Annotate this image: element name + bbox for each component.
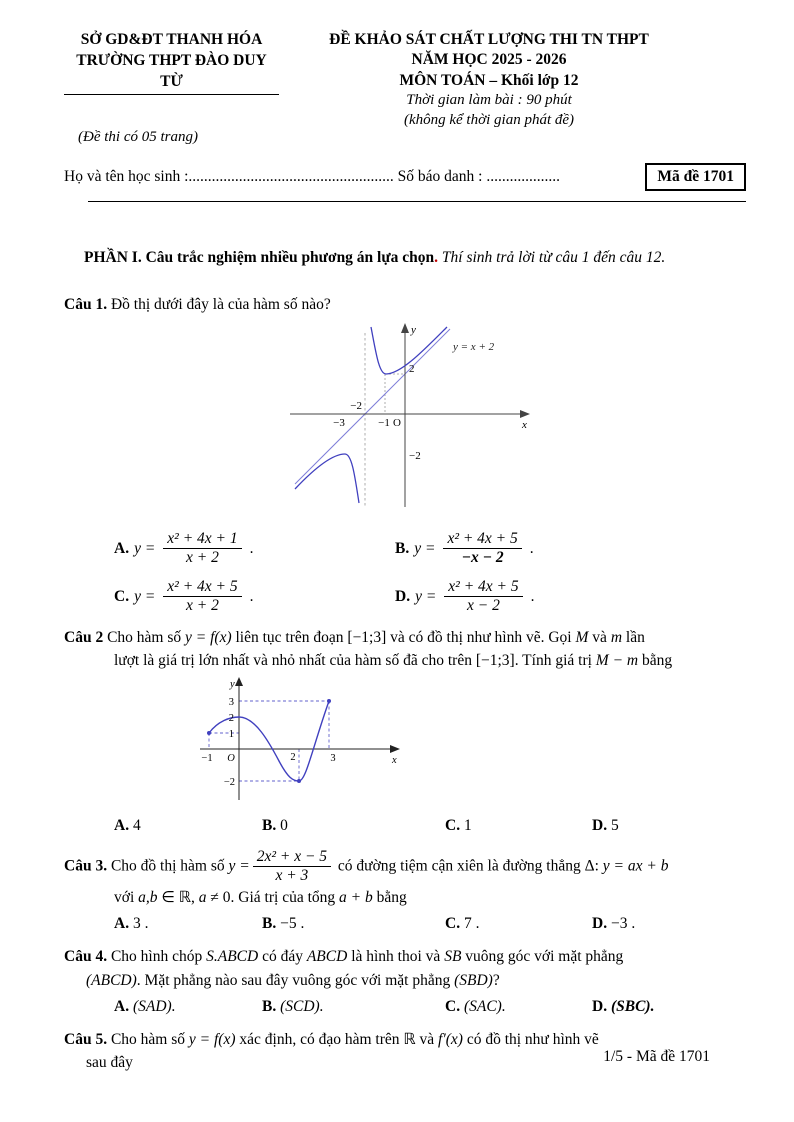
option-prefix: y = — [134, 539, 156, 557]
option-key: B. — [395, 539, 410, 557]
y-axis-arrow — [235, 677, 243, 686]
exam-title: ĐỀ KHẢO SÁT CHẤT LƯỢNG THI TN THPT — [329, 31, 649, 48]
curve-minimum-point — [297, 779, 301, 783]
graph-label: 2 — [290, 752, 296, 764]
q5-text-line2: sau đây — [86, 1054, 133, 1072]
x-axis-arrow — [390, 745, 400, 753]
q2-option-a: A. 4 — [114, 817, 141, 835]
question-1 — [64, 293, 746, 616]
q3-option-c: C. 7 . — [445, 915, 480, 933]
q1-option-b: B. y = $\frac{\text{x² + 4x + 5}}{-x - 2}$ . — [395, 529, 534, 567]
q2-label: Câu 2 — [64, 628, 104, 646]
student-name-line: Họ và tên học sinh :..................................................... Số báo danh : ................... — [64, 168, 560, 186]
graph-label: 3 — [330, 753, 336, 765]
q3-option-d: D. −3 . — [592, 915, 636, 933]
q1-option-d: D. y = $\frac{\text{x² + 4x + 5}}{x - 2}$ . — [395, 577, 535, 615]
q2-text-line1 — [64, 626, 746, 649]
q1-statement: Đồ thị dưới đây là của hàm số nào? — [110, 296, 331, 314]
option-key: D. — [395, 588, 411, 606]
graph-label: −2 — [223, 777, 235, 789]
q3-fraction: $\frac{\text{2x² + x − 5}}{x + 3}$ — [253, 848, 331, 886]
part1-title-dot: . — [434, 249, 439, 267]
graph-label: −3 — [333, 416, 345, 429]
q4-label: Câu 4. — [64, 948, 108, 966]
graph-label: O — [393, 416, 401, 429]
question-3 — [64, 848, 746, 936]
function-curve — [209, 701, 329, 781]
graph-label: x — [392, 755, 397, 767]
q2-text-line2: lượt là giá trị lớn nhất và nhỏ nhất của hàm số đã cho trên [−1;3]. Tính giá trị M − m bằng — [114, 652, 673, 670]
exam-code-box: Mã đề 1701 — [645, 163, 746, 191]
x-axis-arrow — [520, 410, 530, 418]
graph-label: −2 — [409, 449, 421, 462]
question-2 — [64, 626, 746, 838]
option-key: A. — [114, 539, 130, 557]
q3-options — [64, 912, 746, 935]
option-prefix: y = — [134, 588, 156, 606]
graph-label: −2 — [350, 399, 362, 412]
q4-options — [64, 995, 746, 1018]
q2-graph-svg — [194, 674, 409, 806]
q5-label: Câu 5. — [64, 1031, 108, 1049]
department-name: SỞ GD&ĐT THANH HÓA — [80, 31, 263, 48]
q4-option-d: D. (SBC). — [592, 997, 655, 1015]
curve-endpoint — [207, 731, 211, 735]
part1-title: PHẦN I. Câu trắc nghiệm nhiều phương án lựa chọn — [84, 249, 435, 267]
q1-text — [64, 293, 746, 316]
q3-option-b: B. −5 . — [262, 915, 305, 933]
q1-label: Câu 1. — [64, 296, 108, 314]
subject-line: MÔN TOÁN – Khối lớp 12 — [399, 71, 579, 89]
oblique-asymptote-line — [295, 329, 450, 484]
graph-label: 1 — [228, 729, 234, 741]
fraction: $\frac{\text{x² + 4x + 5}}{x - 2}$ — [444, 578, 522, 616]
q4-option-b: B. (SCD). — [262, 997, 324, 1015]
q1-option-a: A. y = $\frac{\text{x² + 4x + 1}}{x + 2}$ . — [114, 529, 254, 567]
fraction: $\frac{\text{x² + 4x + 1}}{x + 2}$ — [163, 530, 241, 568]
graph-label: x — [522, 418, 527, 431]
option-key: C. — [114, 588, 130, 606]
student-row — [64, 163, 746, 191]
line-equation-label: y = x + 2 — [453, 340, 495, 353]
part1-heading — [64, 246, 746, 269]
q3-text-line1: Câu 3. Cho đồ thị hàm số y = $\frac{\text{2x² + x − 5}}{x + 3}$ có đường tiệm cận xiên là đường thẳng Δ: y = ax + b — [64, 847, 669, 885]
q4-option-c: C. (SAC). — [445, 997, 506, 1015]
curve-left-branch — [295, 454, 359, 503]
question-4 — [64, 945, 746, 1018]
q4-text-line1: Câu 4. Cho hình chóp S.ABCD có đáy ABCD là hình thoi và SB vuông góc với mặt phẳng — [64, 948, 624, 966]
y-axis-arrow — [401, 323, 409, 333]
header-divider — [88, 201, 746, 202]
part1-subtitle: Thí sinh trả lời từ câu 1 đến câu 12. — [438, 249, 666, 267]
q3-text-line2: với a,b ∈ ℝ, a ≠ 0. Giá trị của tổng a + b bằng — [114, 888, 407, 906]
option-prefix: y = — [414, 539, 436, 557]
duration-line: Thời gian làm bài : 90 phút — [406, 92, 572, 109]
q3-option-a: A. 3 . — [114, 915, 149, 933]
q4-option-a: A. (SAD). — [114, 997, 176, 1015]
graph-label: −1 — [201, 753, 213, 765]
q2-option-d: D. 5 — [592, 817, 619, 835]
q1-option-c: C. y = $\frac{\text{x² + 4x + 5}}{x + 2}$ . — [114, 577, 254, 615]
q3-label: Câu 3. — [64, 857, 108, 875]
q2-statement: Cho hàm số y = f(x) liên tục trên đoạn [−1;3] và có đồ thị như hình vẽ. Gọi M và m lần — [107, 628, 645, 646]
graph-label: 2 — [228, 713, 234, 725]
q1-options — [64, 530, 746, 616]
fraction: $\frac{\text{x² + 4x + 5}}{-x - 2}$ — [443, 530, 521, 568]
q2-option-c: C. 1 — [445, 817, 472, 835]
option-prefix: y = — [415, 588, 437, 606]
q2-option-b: B. 0 — [262, 817, 288, 835]
graph-label: y — [411, 323, 416, 336]
pages-note: (Đề thi có 05 trang) — [78, 128, 198, 145]
school-year: NĂM HỌC 2025 - 2026 — [411, 51, 567, 69]
header-right — [279, 30, 699, 131]
duration-note: (không kể thời gian phát đề) — [403, 112, 575, 129]
graph-label: O — [227, 753, 235, 765]
school-name: TRƯỜNG THPT ĐÀO DUY TỪ — [64, 51, 279, 95]
q4-text-line2: (ABCD). Mặt phẳng nào sau đây vuông góc với mặt phẳng (SBD)? — [86, 971, 500, 989]
header-left — [64, 30, 279, 147]
q5-text-line1: Câu 5. Cho hàm số y = f(x) xác định, có đạo hàm trên ℝ và f′(x) có đồ thị như hình vẽ — [64, 1031, 599, 1049]
q2-graph — [194, 674, 746, 811]
fraction: $\frac{\text{x² + 4x + 5}}{x + 2}$ — [163, 578, 241, 616]
header — [64, 30, 746, 147]
graph-label: y — [230, 679, 235, 691]
q1-graph — [64, 319, 746, 522]
q2-options — [64, 814, 746, 837]
graph-label: 2 — [409, 362, 415, 375]
graph-label: 3 — [228, 697, 234, 709]
q1-graph-svg — [270, 319, 540, 517]
graph-label: −1 — [378, 416, 390, 429]
q3-frac-prefix: y = — [228, 857, 250, 875]
page-footer: 1/5 - Mã đề 1701 — [603, 1048, 710, 1065]
curve-endpoint — [327, 699, 331, 703]
